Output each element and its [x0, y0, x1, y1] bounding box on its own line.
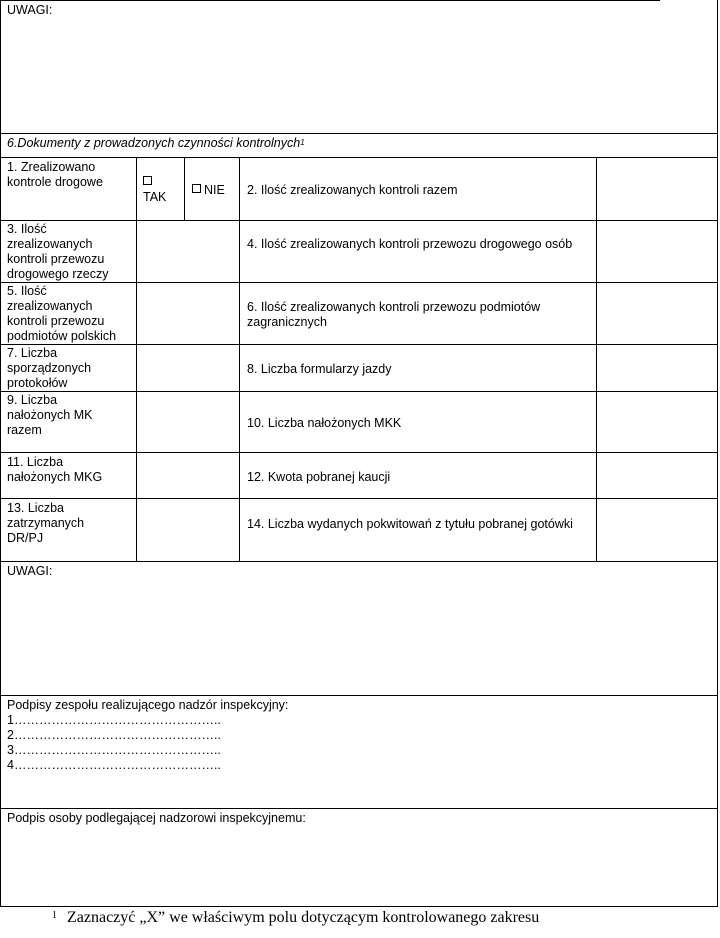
label-passenger-checks: 4. Ilość zrealizowanych kontroli przewozu drogowego osób [247, 237, 573, 251]
checkbox-yes[interactable] [143, 176, 152, 185]
section-6-title: 6.Dokumenty z prowadzonych czynności kontrolnych$^1$ [7, 136, 305, 150]
form-top-border [0, 0, 660, 1]
label-total-checks: 2. Ilość zrealizowanych kontroli razem [247, 183, 458, 197]
footnote [52, 907, 539, 929]
checkbox-no[interactable] [192, 184, 201, 193]
notes-field-2[interactable] [2, 580, 714, 692]
footnote-ref: 1 [300, 138, 305, 147]
label-protocols: 7. Liczba sporządzonych protokołów [7, 346, 92, 390]
label-mk-total: 9. Liczba nałożonych MK razem [7, 393, 93, 437]
row-divider [0, 808, 718, 809]
field-protocols[interactable] [137, 345, 238, 391]
field-passenger-checks[interactable] [597, 221, 717, 282]
label-retained-documents: 13. Liczba zatrzymanych DR/PJ [7, 501, 85, 545]
signature-line-4[interactable]: 4………………………………………….. [7, 758, 221, 772]
option-no[interactable] [192, 183, 225, 198]
row-divider [0, 133, 718, 134]
field-mk-total[interactable] [137, 392, 238, 452]
notes-field[interactable] [2, 20, 714, 130]
label-driving-forms: 8. Liczba formularzy jazdy [247, 362, 392, 376]
field-foreign-entities-checks[interactable] [597, 283, 717, 344]
option-no-label: NIE [204, 183, 225, 197]
field-deposit-amount[interactable] [597, 453, 717, 498]
label-mkg: 11. Liczba nałożonych MKG [7, 455, 103, 484]
column-divider [239, 157, 240, 561]
field-cash-receipts[interactable] [597, 499, 717, 561]
signature-line-3[interactable]: 3………………………………………….. [7, 743, 221, 757]
option-yes[interactable] [143, 175, 166, 205]
label-foreign-entities-checks: 6. Ilość zrealizowanych kontroli przewozu podmiotów zagranicznych [247, 300, 541, 329]
field-total-checks[interactable] [597, 158, 717, 220]
label-deposit-amount: 12. Kwota pobranej kaucji [247, 470, 391, 484]
subject-signature-label: Podpis osoby podlegającej nadzorowi inspekcyjnemu: [7, 811, 306, 825]
field-mkg[interactable] [137, 453, 238, 498]
field-mkk[interactable] [597, 392, 717, 452]
footnote-number: 1 [52, 910, 57, 921]
field-retained-documents[interactable] [137, 499, 238, 561]
notes-label-2: UWAGI: [7, 564, 53, 578]
field-driving-forms[interactable] [597, 345, 717, 391]
signature-line-1[interactable]: 1………………………………………….. [7, 713, 221, 727]
row-divider [0, 695, 718, 696]
notes-label: UWAGI: [7, 3, 53, 17]
option-yes-label: TAK [143, 190, 167, 204]
row-divider [0, 561, 718, 562]
label-realized-road-checks: 1. Zrealizowano kontrole drogowe [7, 160, 103, 189]
field-polish-entities-checks[interactable] [137, 283, 238, 344]
field-goods-checks[interactable] [137, 221, 238, 282]
signature-line-2[interactable]: 2………………………………………….. [7, 728, 221, 742]
label-polish-entities-checks: 5. Ilość zrealizowanych kontroli przewozu podmiotów polskich [7, 284, 117, 343]
subject-signature-field[interactable] [2, 828, 714, 904]
label-goods-checks: 3. Ilość zrealizowanych kontroli przewozu drogowego rzeczy [7, 222, 109, 281]
footnote-text: Zaznaczyć „X” we właściwym polu dotyczącym kontrolowanego zakresu [67, 909, 540, 926]
column-divider [184, 157, 185, 220]
label-cash-receipts: 14. Liczba wydanych pokwitowań z tytułu pobranej gotówki [247, 517, 573, 531]
label-mkk: 10. Liczba nałożonych MKK [247, 416, 402, 430]
team-signatures-label: Podpisy zespołu realizującego nadzór inspekcyjny: [7, 698, 289, 712]
